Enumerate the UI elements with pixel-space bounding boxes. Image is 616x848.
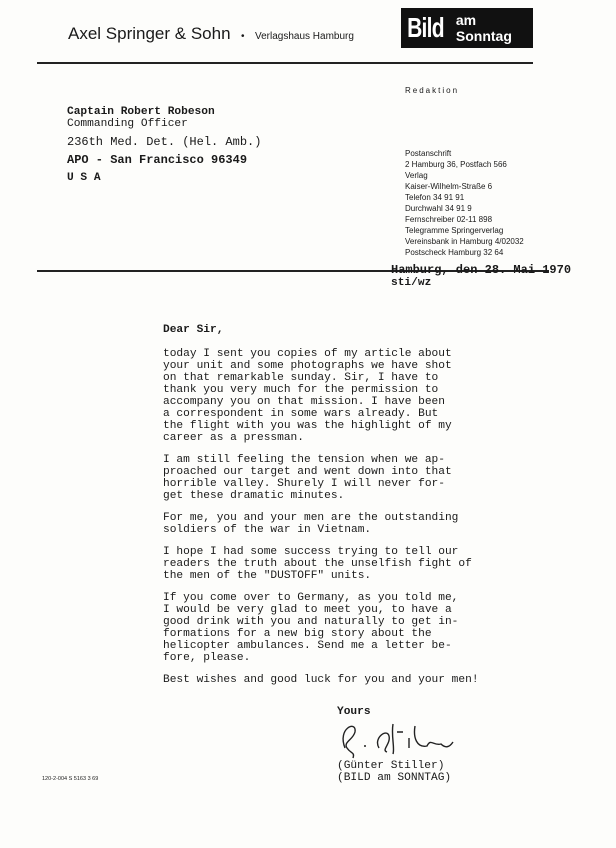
bild-am-sonntag-logo: Bild am Sonntag (401, 8, 533, 48)
department-label: Redaktion (405, 86, 460, 95)
info-line: Durchwahl 34 91 9 (405, 204, 472, 213)
letterhead (68, 24, 354, 44)
signer-name: (Günter Stiller) (337, 760, 445, 772)
date-block (391, 264, 571, 289)
header-rule (37, 62, 533, 64)
info-line: 2 Hamburg 36, Postfach 566 (405, 160, 507, 169)
company-name: Axel Springer & Sohn (68, 24, 231, 43)
paragraph: I hope I had some success trying to tell our readers the truth about the unselfish fight of the men of the "DUSTOFF" units. (163, 546, 472, 582)
info-line: Verlag (405, 171, 428, 180)
reference: sti/wz (391, 277, 432, 289)
paragraph: If you come over to Germany, as you told me, I would be very glad to meet you, to have a good drink with you and naturally to get in- formations for a new big story about the helicopter ambulances. Send me a letter be- fore, please. (163, 592, 459, 664)
closing-line: Best wishes and good luck for you and your men! (163, 674, 479, 686)
info-line: Telefon 34 91 91 (405, 193, 465, 202)
letter-body (163, 324, 479, 696)
separator: • (241, 31, 245, 42)
recipient-line: 236th Med. Det. (Hel. Amb.) (67, 135, 262, 149)
recipient-line: Captain Robert Robeson (67, 106, 215, 118)
info-line: Fernschreiber 02-11 898 (405, 215, 493, 224)
info-line: Telegramme Springerverlag (405, 226, 504, 235)
sender-info (405, 148, 524, 258)
signature-block (337, 706, 467, 784)
info-line: Vereinsbank in Hamburg 4/02032 (405, 237, 524, 246)
handwritten-signature (337, 718, 467, 760)
paragraph: For me, you and your men are the outstanding soldiers of the war in Vietnam. (163, 512, 459, 536)
date-line: Hamburg, den 28. Mai 1970 (391, 263, 572, 277)
form-code: 120-2-004 S 5163 3 69 (42, 776, 99, 782)
recipient-line: Commanding Officer (67, 118, 188, 130)
paragraph: I am still feeling the tension when we ap- proached our target and went down into that horrible valley. Shurely I will never for- get these dramatic minutes. (163, 454, 452, 502)
recipient-line: U S A (67, 172, 101, 184)
letterhead-subtitle: Verlagshaus Hamburg (254, 31, 354, 42)
valediction: Yours (337, 706, 371, 718)
recipient-address (67, 106, 261, 184)
recipient-line: APO - San Francisco 96349 (67, 153, 248, 167)
info-line: Postscheck Hamburg 32 64 (405, 248, 504, 257)
salutation: Dear Sir, (163, 324, 224, 336)
info-line: Kaiser-Wilhelm-Straße 6 (405, 182, 493, 191)
info-line: Postanschrift (405, 149, 452, 158)
signer-organization: (BILD am SONNTAG) (337, 772, 452, 784)
paragraph: today I sent you copies of my article about your unit and some photographs we have shot on that remarkable sunday. Sir, I have to thank you very much for the permission to accompany you on that mission. I have been a correspondent in some wars already. But the flight with you was the highlight of my career as a pressman. (163, 348, 452, 444)
